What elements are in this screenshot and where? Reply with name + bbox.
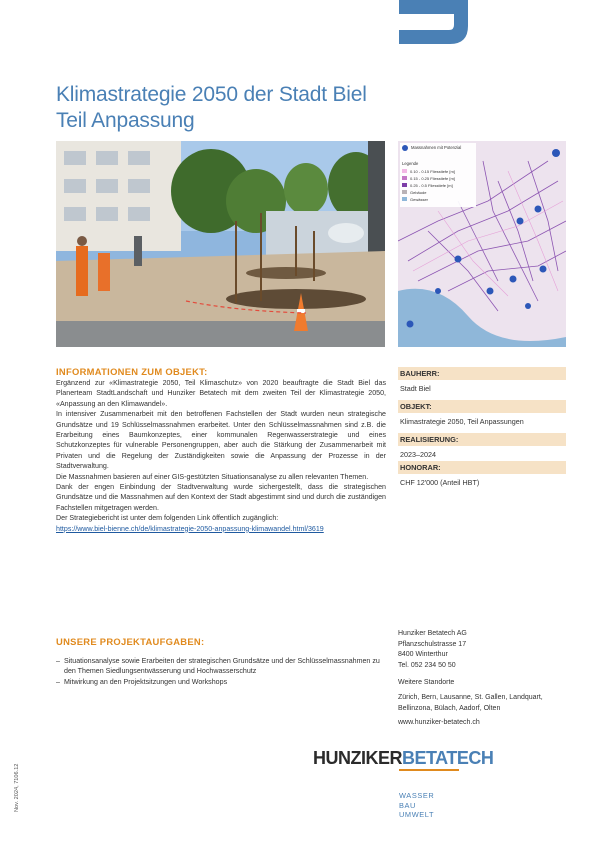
project-photo xyxy=(56,141,385,347)
logo-underline xyxy=(399,769,459,771)
logo-text-betatech: BETATECH xyxy=(402,748,494,768)
map-legend-item: 0.15 - 0.25 Fliesstiefe [m] xyxy=(410,176,455,181)
contact-block xyxy=(398,629,568,729)
document-code: Nov. 2024, 7106.12 xyxy=(14,763,20,812)
fee-value: CHF 12'000 (Anteil HBT) xyxy=(400,478,480,487)
fee-label: HONORAR: xyxy=(398,461,566,474)
paragraph: Ergänzend zur «Klimastrategie 2050, Teil Klimaschutz» von 2020 beauftragte die Stadt Biel das Planerteam StadtLandschaft und Hunziker Betatech mit dem zweiten Teil der Klimastrategie 2050, «Anpassung an den Klimawandel». xyxy=(56,379,386,408)
object-label: OBJEKT: xyxy=(398,400,566,413)
logo-text-hunziker: HUNZIKER xyxy=(313,748,402,768)
map-legend-item: 0.10 - 0.15 Fliesstiefe [m] xyxy=(410,169,455,174)
client-label: BAUHERR: xyxy=(398,367,566,380)
paragraph: Der Strategiebericht ist unter dem folgenden Link öffentlich zugänglich: xyxy=(56,514,279,523)
tagline: WASSER BAU UMWELT xyxy=(399,791,435,820)
realization-label: REALISIERUNG: xyxy=(398,433,566,446)
map-legend-title: Massnahmen mit Potenzial xyxy=(411,145,462,150)
object-info-heading: INFORMATIONEN ZUM OBJEKT: xyxy=(56,366,208,377)
street: Pflanzschulstrasse 17 xyxy=(398,640,467,648)
tasks-list xyxy=(56,656,386,687)
map-legend-heading: Legende xyxy=(402,161,419,166)
map-legend-item: Gebäude xyxy=(410,190,427,195)
company-name: Hunziker Betatech AG xyxy=(398,630,467,637)
company-logo xyxy=(313,748,513,768)
logo-mark-icon xyxy=(399,0,468,44)
locations-heading: Weitere Standorte xyxy=(398,679,455,687)
locations: Bellinzona, Bülach, Aadorf, Olten xyxy=(398,704,501,712)
object-info-text xyxy=(56,378,386,534)
strategy-report-link[interactable]: https://www.biel-bienne.ch/de/klimastrategie-2050-anpassung-klimawandel.html/3619 xyxy=(56,524,324,533)
gis-map xyxy=(398,141,566,347)
list-item: – Mitwirkung an den Projektsitzungen und Workshops xyxy=(56,677,386,687)
website-link[interactable]: www.hunziker-betatech.ch xyxy=(398,719,480,727)
map-legend-item: 0.25 - 0.5 Fliesstiefe [m] xyxy=(410,183,453,188)
client-value: Stadt Biel xyxy=(400,384,431,393)
locations: Zürich, Bern, Lausanne, St. Gallen, Landquart, xyxy=(398,693,543,701)
list-item: – Situationsanalyse sowie Erarbeiten der strategischen Grundsätze und der Schlüsselmassnahmen zu den Themen Siedlungsentwässerung und Hochwasserschutz xyxy=(56,656,386,677)
paragraph: Die Massnahmen basieren auf einer GIS-gestützten Situationsanalyse zu allen relevanten Themen. xyxy=(56,472,369,481)
map-legend-item: Gewässer xyxy=(410,197,429,202)
city: 8400 Winterthur xyxy=(398,651,448,659)
realization-value: 2023–2024 xyxy=(400,450,436,459)
paragraph: Dank der engen Einbindung der Stadtverwaltung wurde sichergestellt, dass die strategischen Grundsätze und die Massnahmen auf den Kontext der Stadt abgestimmt sind und durch die zuständigen Fachstellen mitgetragen werden. xyxy=(56,483,386,512)
phone: Tel. 052 234 50 50 xyxy=(398,661,456,669)
tasks-heading: UNSERE PROJEKTAUFGABEN: xyxy=(56,636,205,647)
object-value: Klimastrategie 2050, Teil Anpassungen xyxy=(400,417,524,426)
page-title: Klimastrategie 2050 der Stadt Biel Teil Anpassung xyxy=(56,83,367,132)
paragraph: In intensiver Zusammenarbeit mit den betroffenen Fachstellen der Stadt wurden neun strategische Grundsätze und 19 Schlüsselmassnahmen erarbeitet. Unter den Schlüsselmassnahmen sind z.B. die Erarbeitung eines Baumkonzeptes, einer kommunalen Regenwasserstrategie und eines Schutzkonzeptes für vulnerable Personengruppen, aber auch die Stärkung der Zusammenarbeit mit Privaten und die Regelung der Zuständigkeiten sowie die Anpassung der Prozesse in der Stadtverwaltung. xyxy=(56,410,386,471)
